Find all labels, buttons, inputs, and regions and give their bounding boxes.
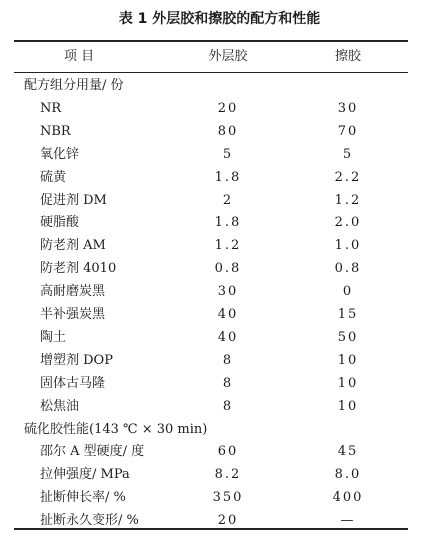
row-label: 氧化锌 bbox=[40, 146, 80, 162]
row-label: 促进剂 DM bbox=[40, 192, 107, 208]
header-item: 项 目 bbox=[64, 49, 95, 64]
friction-rubber-value-text: 0 bbox=[342, 284, 354, 300]
section-row bbox=[0, 419, 439, 441]
outer-rubber-value-text: 1.2 bbox=[214, 238, 242, 254]
outer-rubber-value-text: 8 bbox=[222, 398, 234, 414]
outer-rubber-value-text: 80 bbox=[217, 123, 239, 139]
table-title: 表 1 外层胶和擦胶的配方和性能 bbox=[118, 11, 321, 27]
outer-rubber-value-text: 5 bbox=[222, 146, 234, 162]
row-label: 增塑剂 DOP bbox=[40, 352, 113, 368]
row-label: 扯断伸长率/ % bbox=[40, 490, 126, 506]
row-label: 防老剂 4010 bbox=[40, 261, 117, 277]
friction-rubber-value-text: 8.0 bbox=[334, 467, 362, 483]
table-row bbox=[0, 350, 439, 372]
table-row bbox=[0, 98, 439, 120]
outer-rubber-value-text: 30 bbox=[217, 284, 239, 300]
table-row bbox=[0, 327, 439, 349]
outer-rubber-value-text: 0.8 bbox=[214, 261, 242, 277]
header-rule bbox=[14, 72, 408, 73]
row-label: 高耐磨炭黑 bbox=[40, 284, 106, 300]
outer-rubber-value-text: 20 bbox=[217, 513, 239, 529]
friction-rubber-value-text: 10 bbox=[337, 352, 359, 368]
outer-rubber-value-text: 8 bbox=[222, 352, 234, 368]
friction-rubber-value-text: 15 bbox=[337, 307, 359, 322]
row-label: 陶土 bbox=[40, 329, 67, 345]
friction-rubber-value-text: 30 bbox=[337, 100, 359, 116]
outer-rubber-value-text: 40 bbox=[217, 329, 239, 345]
outer-rubber-value-text: 8.2 bbox=[214, 467, 242, 483]
outer-rubber-value-text: 40 bbox=[217, 307, 239, 322]
section-label: 硫化胶性能(143 ℃ × 30 min) bbox=[24, 421, 208, 437]
row-label: 松焦油 bbox=[40, 398, 80, 414]
row-label: NBR bbox=[40, 123, 71, 139]
friction-rubber-value-text: 70 bbox=[337, 123, 359, 139]
friction-rubber-value-text: 0.8 bbox=[334, 261, 362, 277]
outer-rubber-value-text: 1.8 bbox=[214, 169, 242, 185]
bottom-rule bbox=[14, 528, 408, 530]
section-row bbox=[0, 75, 439, 97]
table-row bbox=[0, 212, 439, 234]
friction-rubber-value-text: 2.0 bbox=[334, 215, 362, 231]
table-row bbox=[0, 396, 439, 418]
outer-rubber-value-text: 350 bbox=[212, 490, 244, 506]
section-label: 配方组分用量/ 份 bbox=[24, 78, 124, 93]
table-row bbox=[0, 441, 439, 463]
table-row bbox=[0, 235, 439, 257]
friction-rubber-value-text: 10 bbox=[337, 375, 359, 391]
friction-rubber-value-text: 2.2 bbox=[334, 169, 362, 185]
row-label: 扯断永久变形/ % bbox=[40, 513, 139, 529]
outer-rubber-value-text: 60 bbox=[217, 444, 239, 460]
row-label: 邵尔 A 型硬度/ 度 bbox=[40, 444, 145, 460]
header-row: 项 目 外层胶 擦胶 bbox=[0, 46, 439, 68]
friction-rubber-value-text: 45 bbox=[337, 444, 359, 460]
table-row bbox=[0, 464, 439, 486]
table-row bbox=[0, 144, 439, 166]
friction-rubber-value-text: 10 bbox=[337, 398, 359, 414]
outer-rubber-value-text: 8 bbox=[222, 375, 234, 391]
table-row bbox=[0, 304, 439, 326]
row-label: 防老剂 AM bbox=[40, 238, 106, 254]
table-row bbox=[0, 167, 439, 189]
row-label: 半补强炭黑 bbox=[40, 307, 106, 322]
friction-rubber-value-text: 400 bbox=[332, 490, 364, 506]
row-label: 硬脂酸 bbox=[40, 215, 80, 231]
friction-rubber-value-text: 1.2 bbox=[334, 192, 362, 208]
outer-rubber-value-text: 1.8 bbox=[214, 215, 242, 231]
row-label: 拉伸强度/ MPa bbox=[40, 467, 130, 483]
outer-rubber-value-text: 20 bbox=[217, 100, 239, 116]
outer-rubber-value-text: 2 bbox=[222, 192, 234, 208]
table-row bbox=[0, 190, 439, 212]
friction-rubber-value-text: 1.0 bbox=[334, 238, 362, 254]
row-label: NR bbox=[40, 100, 62, 116]
table-row bbox=[0, 487, 439, 509]
row-label: 固体古马隆 bbox=[40, 375, 106, 391]
friction-rubber-value-text: — bbox=[340, 513, 356, 529]
table-row bbox=[0, 258, 439, 280]
friction-rubber-value-text: 50 bbox=[337, 329, 359, 345]
table-row bbox=[0, 121, 439, 143]
friction-rubber-value-text: 5 bbox=[342, 146, 354, 162]
table-row bbox=[0, 373, 439, 395]
row-label: 硫黄 bbox=[40, 169, 67, 185]
top-rule bbox=[14, 40, 408, 42]
table-row bbox=[0, 281, 439, 303]
